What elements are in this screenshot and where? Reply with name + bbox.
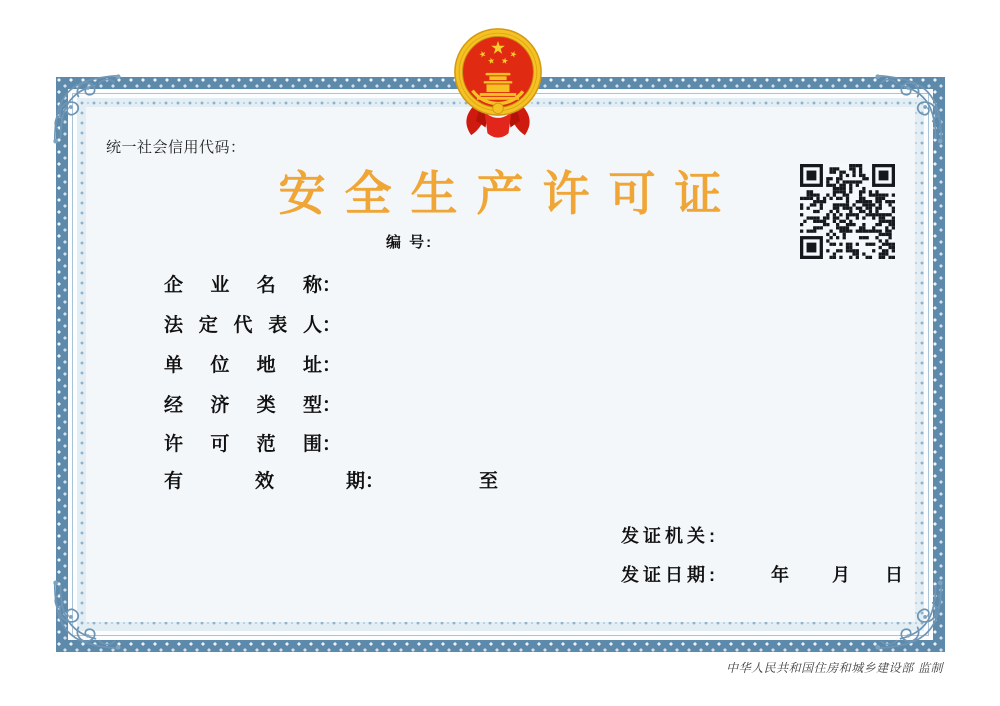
field-row-license-scope (164, 429, 351, 453)
corner-flourish-icon (874, 72, 946, 144)
supervision-imprint: 中华人民共和国住房和城乡建设部 监制 (726, 661, 943, 675)
field-label: 企业名称 (164, 275, 322, 296)
field-label: 单位地址 (164, 355, 322, 376)
certificate-title: 安全生产许可证 (278, 167, 741, 220)
field-colon: ： (322, 395, 342, 416)
issue-date-label: 发证日期: (621, 565, 719, 585)
day-label: 日 (885, 565, 903, 585)
corner-flourish-icon (874, 580, 946, 652)
field-colon: ： (322, 275, 342, 296)
field-row-economic-type (164, 390, 351, 414)
field-label: 许可范围 (164, 434, 322, 455)
field-label: 法定代表人 (164, 315, 322, 336)
field-colon: ： (322, 315, 342, 336)
field-colon: ： (365, 471, 385, 492)
issuing-authority-label: 发证机关: (621, 526, 719, 546)
unified-social-credit-code-label: 统一社会信用代码： (106, 139, 246, 156)
corner-flourish-icon (50, 580, 122, 652)
china-national-emblem-icon (450, 26, 546, 139)
month-label: 月 (832, 565, 850, 585)
validity-to-label: 至 (479, 471, 499, 492)
corner-flourish-icon (50, 72, 122, 144)
serial-number-label: 编 号: (386, 234, 434, 251)
field-row-validity-period (164, 466, 499, 492)
year-label: 年 (771, 565, 789, 585)
field-row-legal-representative (164, 310, 351, 334)
field-row-unit-address (164, 350, 351, 374)
field-row-enterprise-name (164, 270, 351, 294)
field-label: 经济类型 (164, 395, 322, 416)
field-label: 有效期 (164, 471, 365, 492)
field-colon: ： (322, 434, 342, 455)
field-colon: ： (322, 355, 342, 376)
